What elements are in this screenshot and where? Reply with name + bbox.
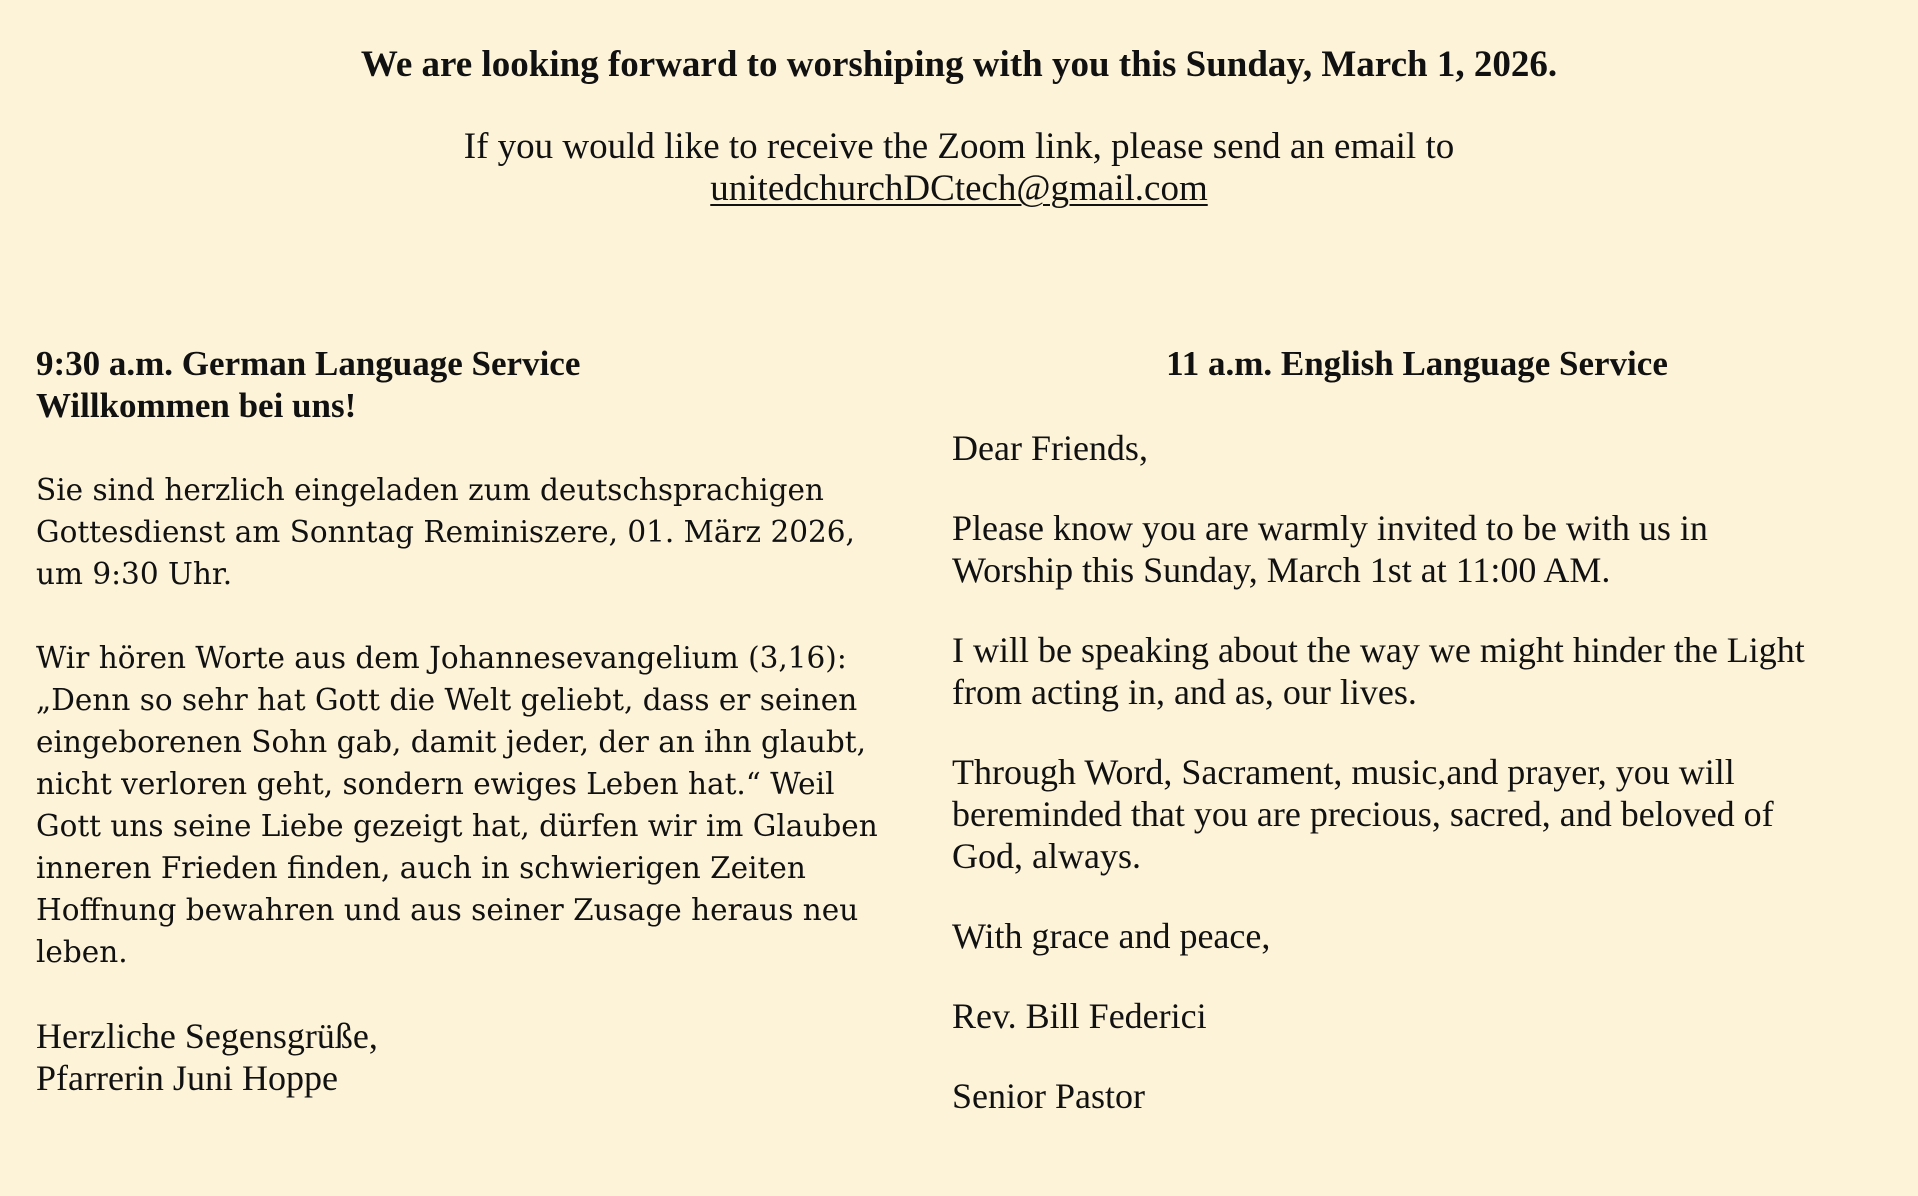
announcement-header xyxy=(0,40,1918,210)
text-line: I will be speaking about the way we might hinder the Light xyxy=(952,630,1805,670)
text-line: God, always. xyxy=(952,836,1141,876)
english-signature: Rev. Bill Federici xyxy=(952,996,1207,1036)
text-line: Through Word, Sacrament, music,and prayer, you will xyxy=(952,752,1735,792)
text-line: Hoffnung bewahren und aus seiner Zusage heraus neu xyxy=(36,893,859,927)
german-title-line: 9:30 a.m. German Language Service xyxy=(36,344,581,383)
zoom-email-link[interactable]: unitedchurchDCtech@gmail.com xyxy=(710,168,1208,209)
german-service-column xyxy=(36,343,916,1099)
text-line: Worship this Sunday, March 1st at 11:00 AM. xyxy=(952,550,1611,590)
text-line: Gottesdienst am Sonntag Reminiszere, 01. März 2026, xyxy=(36,515,855,549)
text-line: inneren Frieden finden, auch in schwierigen Zeiten xyxy=(36,851,806,885)
german-service-title xyxy=(36,343,916,427)
text-line: Wir hören Worte aus dem Johannesevangelium (3,16): xyxy=(36,641,847,675)
text-line: eingeborenen Sohn gab, damit jeder, der an ihn glaubt, xyxy=(36,725,867,759)
headline: We are looking forward to worshiping with you this Sunday, March 1, 2026. xyxy=(360,44,1558,85)
english-closing: With grace and peace, xyxy=(952,916,1271,956)
text-line: from acting in, and as, our lives. xyxy=(952,672,1417,712)
text-line: leben. xyxy=(36,935,128,969)
german-scripture-paragraph xyxy=(36,637,916,973)
text-line: nicht verloren geht, sondern ewiges Leben hat.“ Weil xyxy=(36,767,835,801)
english-service-title: 11 a.m. English Language Service xyxy=(1166,344,1668,383)
german-signoff xyxy=(36,1015,916,1099)
zoom-instructions xyxy=(0,126,1918,210)
text-line: „Denn so sehr hat Gott die Welt geliebt, dass er seinen xyxy=(36,683,858,717)
english-role: Senior Pastor xyxy=(952,1076,1145,1116)
zoom-line: If you would like to receive the Zoom link, please send an email to xyxy=(463,126,1455,167)
english-invitation-paragraph xyxy=(952,507,1882,591)
text-line: bereminded that you are precious, sacred, and beloved of xyxy=(952,794,1774,834)
english-service-column xyxy=(952,343,1882,1117)
german-closing: Herzliche Segensgrüße, xyxy=(36,1016,378,1056)
text-line: Gott uns seine Liebe gezeigt hat, dürfen wir im Glauben xyxy=(36,809,878,843)
german-invitation-paragraph xyxy=(36,469,916,595)
english-greeting: Dear Friends, xyxy=(952,428,1148,468)
text-line: Please know you are warmly invited to be with us in xyxy=(952,508,1708,548)
german-signature: Pfarrerin Juni Hoppe xyxy=(36,1058,338,1098)
text-line: Sie sind herzlich eingeladen zum deutschsprachigen xyxy=(36,473,824,507)
english-blessing-paragraph xyxy=(952,751,1882,877)
text-line: um 9:30 Uhr. xyxy=(36,557,233,591)
german-welcome-line: Willkommen bei uns! xyxy=(36,386,357,425)
english-sermon-paragraph xyxy=(952,629,1882,713)
